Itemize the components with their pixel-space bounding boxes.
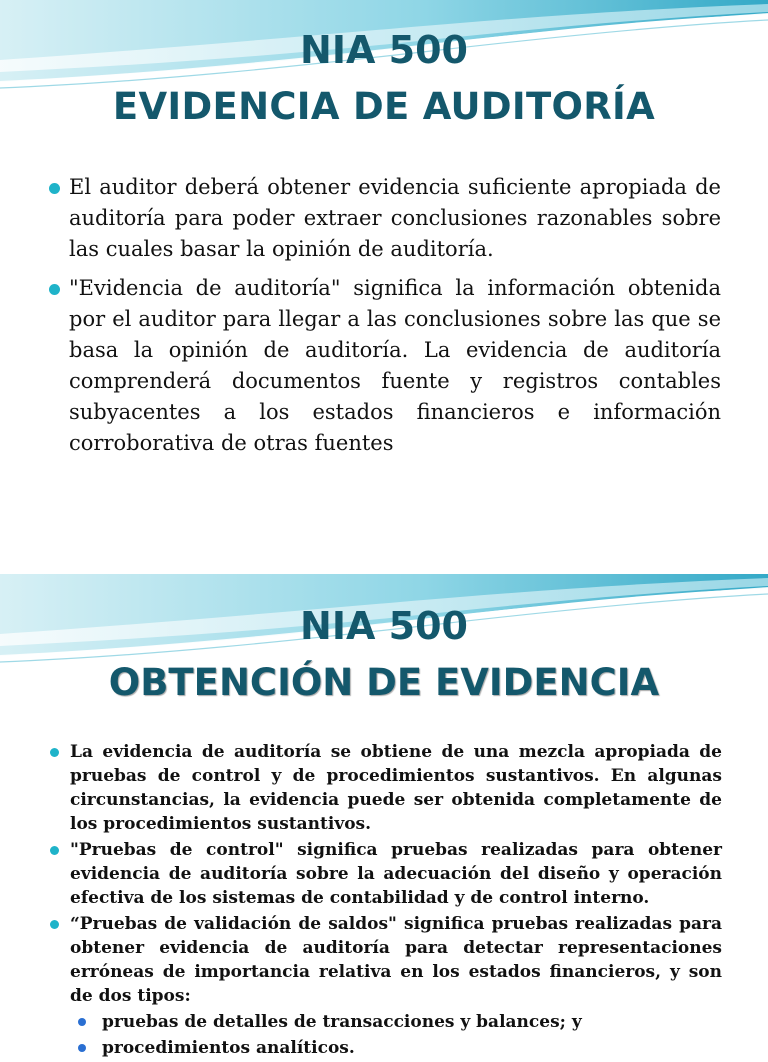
bullet-dot-icon [50,846,59,855]
bullet-text: El auditor deberá obtener evidencia suficiente apropiada de auditoría para poder extraer conclusiones razonables sobre las cuales basar la opinión de auditoría. [69,175,721,261]
bullet-dot-icon [50,920,59,929]
bullet-text: "Pruebas de control" significa pruebas realizadas para obtener evidencia de auditoría sobre la adecuación del diseño y operación efectiva de los sistemas de contabilidad y de control interno. [70,840,722,908]
sub-bullet-dot-icon [78,1044,86,1052]
slide-2-bullet-list [0,740,768,1062]
slide-1-title-line-2: EVIDENCIA DE AUDITORÍA [112,85,656,128]
slide-separator [0,500,768,574]
sub-bullet-text: pruebas de detalles de transacciones y balances; y [102,1012,582,1032]
slide-2-title-line-2: OBTENCIÓN DE EVIDENCIA [108,661,660,704]
bullet-text: “Pruebas de validación de saldos" significa pruebas realizadas para obtener evidencia de auditoría para detectar representaciones erróneas de importancia relativa en los estados financieros, y son de dos tipos: [70,914,722,1006]
list-item [69,273,721,459]
list-item [70,740,722,836]
list-item [70,912,722,1008]
bullet-dot-icon [49,183,60,194]
bullet-dot-icon [50,748,59,757]
sub-list-item [102,1010,722,1034]
sub-list-item [102,1036,722,1060]
list-item [69,172,721,265]
slide-2-title-line-1: NIA 500 [300,604,468,648]
sub-bullet-dot-icon [78,1018,86,1026]
slide-1-title-line-1: NIA 500 [300,28,468,72]
bullet-text: "Evidencia de auditoría" significa la información obtenida por el auditor para llegar a las conclusiones sobre las que se basa la opinión de auditoría. La evidencia de auditoría comprenderá documentos fuente y registros contables subyacentes a los estados financieros e información corroborativa de otras fuentes [69,276,721,455]
sub-bullet-text: procedimientos analíticos. [102,1038,355,1058]
slide-1-bullet-list [0,172,768,467]
bullet-dot-icon [49,284,60,295]
list-item [70,838,722,910]
bullet-text: La evidencia de auditoría se obtiene de una mezcla apropiada de pruebas de control y de procedimientos sustantivos. En algunas circunstancias, la evidencia puede ser obtenida completamente de los procedimientos sustantivos. [70,742,722,834]
